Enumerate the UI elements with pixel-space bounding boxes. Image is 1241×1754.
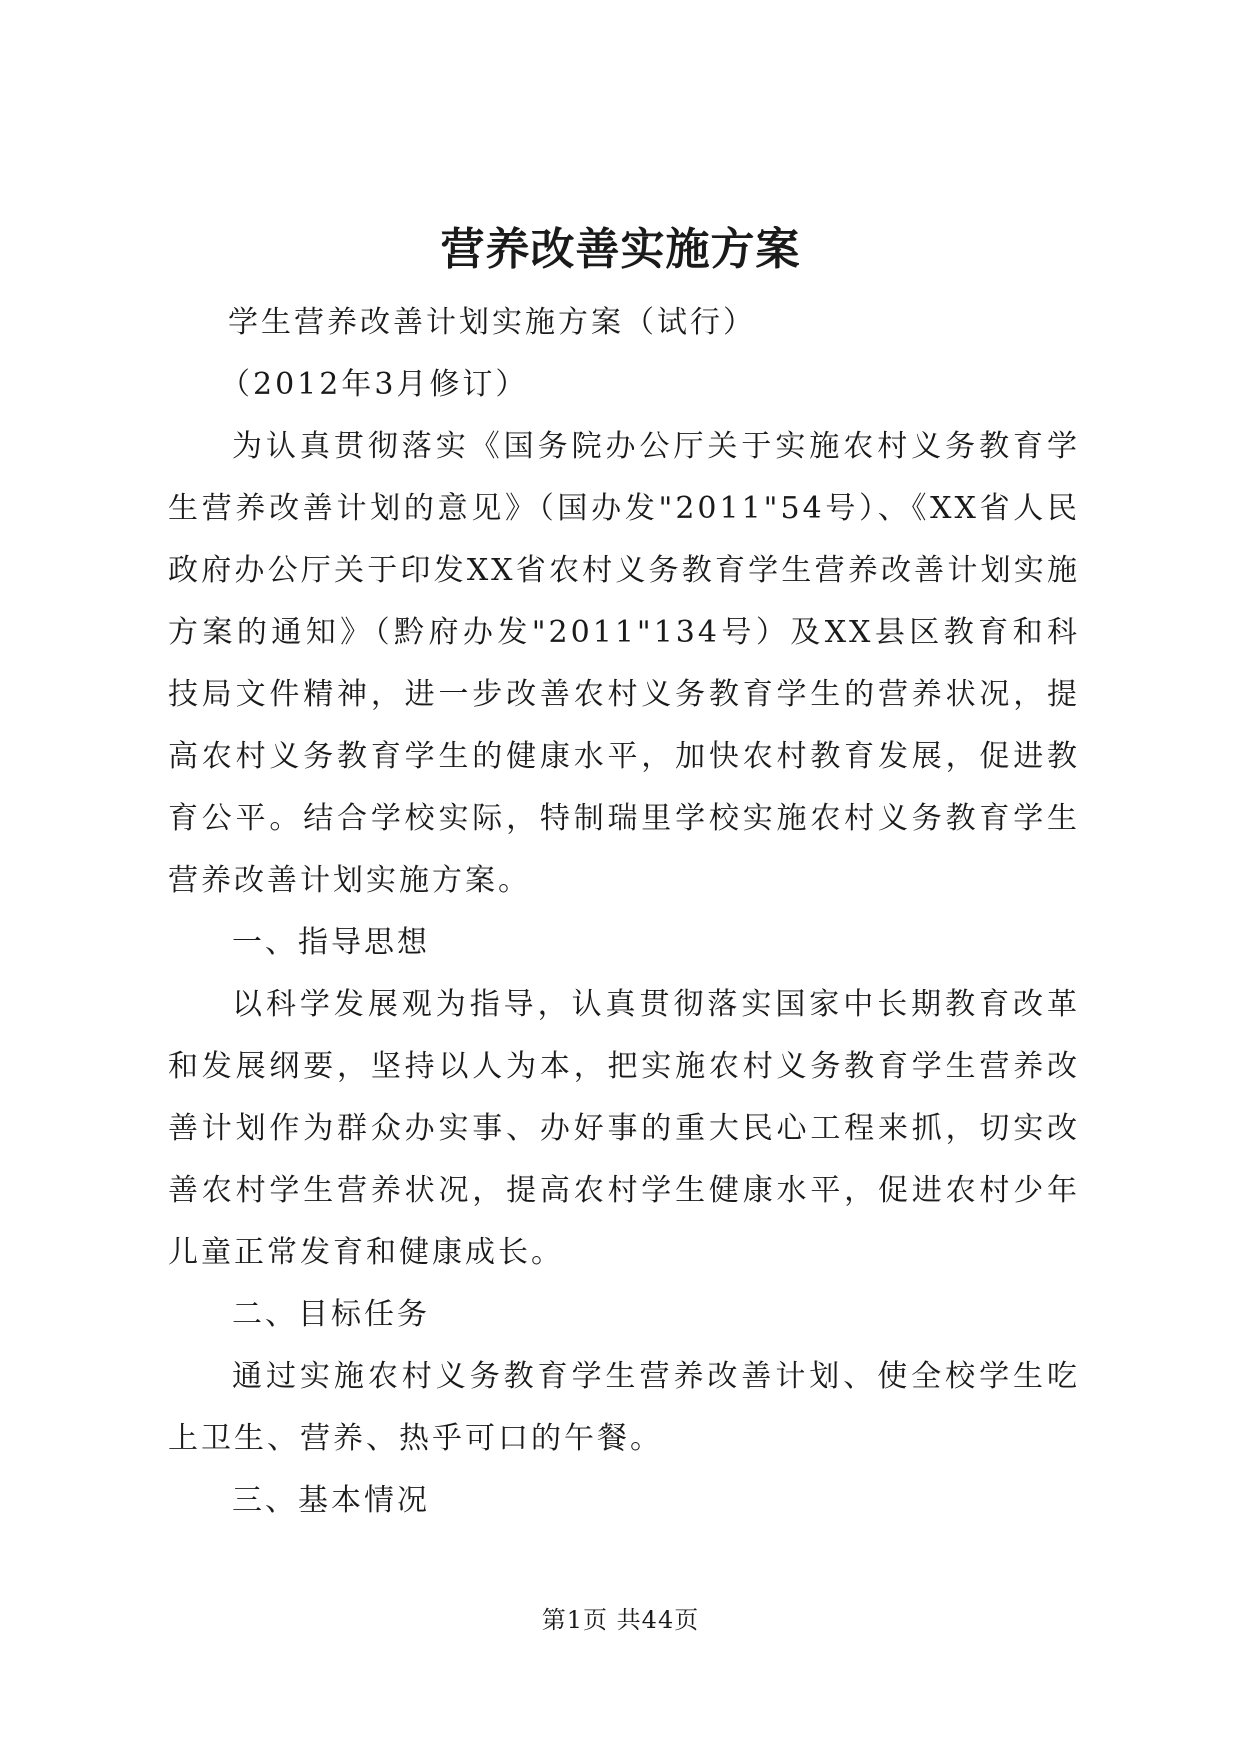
section-heading-basic-situation: 三、基本情况 xyxy=(232,1483,430,1518)
section-heading-guiding-ideology: 一、指导思想 xyxy=(232,925,430,960)
intro-paragraph: 为认真贯彻落实《国务院办公厅关于实施农村义务教育学生营养改善计划的意见》（国办发"2011"54号）、《XX省人民政府办公厅关于印发XX省农村义务教育学生营养改善计划实施方案的通知》（黔府办发"2011"134号）及XX县区教育和科技局文件精神，进一步改善农村义务教育学生的营养状况，提高农村义务教育学生的健康水平，加快农村教育发展，促进教育公平。结合学校实际，特制瑞里学校实施农村义务教育学生营养改善计划实施方案。 xyxy=(168,429,1080,898)
document-title: 营养改善实施方案 xyxy=(440,224,801,275)
section-heading-goals: 二、目标任务 xyxy=(232,1297,430,1332)
document-subtitle: 学生营养改善计划实施方案（试行） xyxy=(228,305,756,340)
guiding-ideology-paragraph: 以科学发展观为指导，认真贯彻落实国家中长期教育改革和发展纲要，坚持以人为本，把实施农村义务教育学生营养改善计划作为群众办实事、办好事的重大民心工程来抓，切实改善农村学生营养状况，提高农村学生健康水平，促进农村少年儿童正常发育和健康成长。 xyxy=(168,987,1080,1270)
page-footer xyxy=(0,1602,1241,1638)
document-body xyxy=(168,292,1080,1532)
page-number-label: 第1页 共44页 xyxy=(541,1606,700,1634)
goals-paragraph: 通过实施农村义务教育学生营养改善计划、使全校学生吃上卫生、营养、热乎可口的午餐。 xyxy=(168,1359,1080,1456)
revision-date: （2012年3月修订） xyxy=(220,367,529,402)
